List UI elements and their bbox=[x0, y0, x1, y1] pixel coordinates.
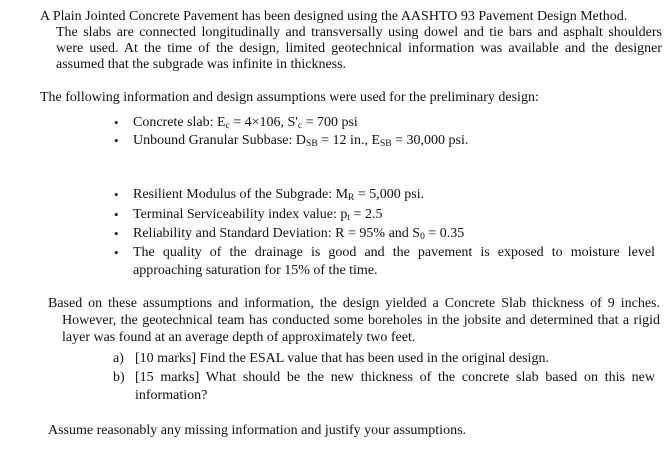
assumptions-heading: The following information and design assumptions were used for the preliminary design: bbox=[40, 90, 539, 105]
drainage-item-line-1: The quality of the drainage is good and the pavement is exposed to moisture level bbox=[133, 245, 655, 260]
bullet-icon: • bbox=[114, 245, 119, 260]
result-line-2: However, the geotechnical team has conducted some boreholes in the jobsite and determined that a rigid bbox=[62, 313, 660, 328]
question-a-label: a) bbox=[113, 351, 124, 366]
closing-instruction: Assume reasonably any missing information and justify your assumptions. bbox=[48, 423, 467, 438]
intro-line-3: were used. At the time of the design, limited geotechnical information was available and the designer bbox=[56, 41, 662, 56]
question-b-label: b) bbox=[113, 370, 125, 385]
intro-line-2: The slabs are connected longitudinally and transversally using dowel and tie bars and asphalt shoulders bbox=[56, 25, 662, 40]
intro-line-4: assumed that the subgrade was infinite in thickness. bbox=[56, 57, 347, 72]
drainage-item-line-2: approaching saturation for 15% of the time. bbox=[133, 263, 378, 278]
question-b-line-1: [15 marks] What should be the new thickness of the concrete slab based on this new bbox=[135, 370, 655, 385]
concrete-slab-item: Concrete slab: $E_c = 4\times 106$, $S'_c = 700$ psi bbox=[133, 115, 358, 131]
result-line-1: Based on these assumptions and information, the design yielded a Concrete Slab thickness of 9 inches. bbox=[48, 296, 660, 311]
intro-line-1: A Plain Jointed Concrete Pavement has been designed using the AASHTO 93 Pavement Design Method. bbox=[40, 9, 628, 24]
resilient-modulus-item: Resilient Modulus of the Subgrade: $M_R = 5,000$ psi. bbox=[133, 187, 425, 203]
result-line-3: layer was found at an average depth of approximately two feet. bbox=[62, 330, 416, 345]
bullet-icon: • bbox=[114, 133, 119, 148]
reliability-item: Reliability and Standard Deviation: R = 95% and $S_0 = 0.35$ bbox=[133, 226, 465, 242]
bullet-icon: • bbox=[114, 187, 119, 202]
bullet-icon: • bbox=[114, 207, 119, 222]
bullet-icon: • bbox=[114, 226, 119, 241]
bullet-icon: • bbox=[114, 115, 119, 130]
question-a-text: [10 marks] Find the ESAL value that has been used in the original design. bbox=[135, 351, 549, 366]
subbase-item: Unbound Granular Subbase: $D_{SB} = 12$ in., $E_{SB} = 30,000$ psi. bbox=[133, 133, 469, 149]
question-b-line-2: information? bbox=[135, 388, 208, 403]
serviceability-item: Terminal Serviceability index value: $p_t = 2.5$ bbox=[133, 207, 383, 223]
